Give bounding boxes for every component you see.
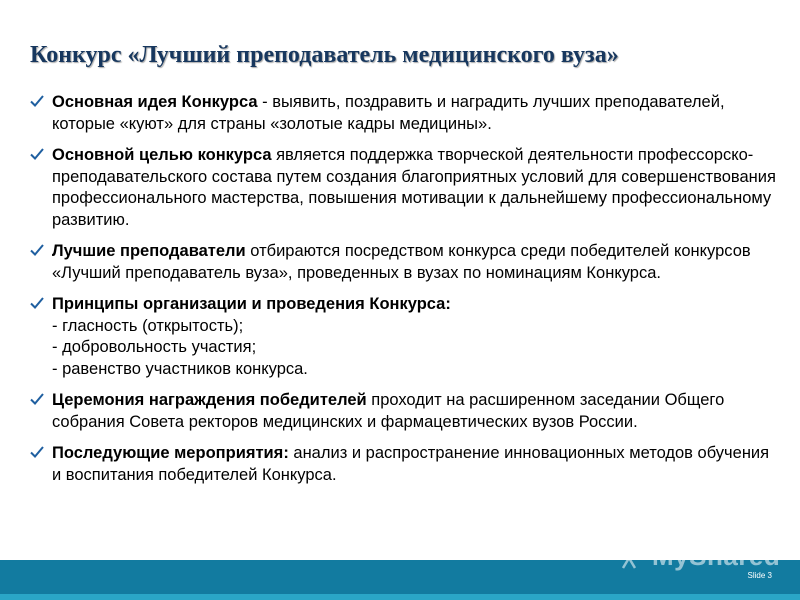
footer-stripe (0, 594, 800, 600)
bullet-item (30, 390, 780, 433)
check-icon (30, 243, 44, 257)
bullet-text (52, 294, 780, 380)
check-icon (30, 147, 44, 161)
bullet-body: - выявить, поздравить и наградить лучших преподавателей, которые «куют» для страны «золотые кадры медицины». (52, 93, 725, 133)
slide-title: Конкурс «Лучший преподаватель медицинского вуза» (30, 42, 619, 68)
principle-line: - добровольность участия; (52, 338, 257, 356)
bullet-text (52, 443, 780, 486)
bullet-body: анализ и распространение инновационных методов обучения и воспитания победителей Конкурса. (52, 444, 770, 484)
bullet-item (30, 92, 780, 135)
check-icon (30, 94, 44, 108)
presentation-icon (612, 536, 646, 577)
bullet-lead: Лучшие преподаватели (52, 242, 246, 260)
bullet-lead: Основной целью конкурса (52, 146, 272, 164)
bullet-item (30, 145, 780, 231)
bullet-text (52, 241, 780, 284)
bullet-lead: Последующие мероприятия: (52, 444, 289, 462)
bullet-text (52, 390, 780, 433)
watermark-text: MyShared (652, 541, 781, 571)
principle-line: - гласность (открытость); (52, 316, 244, 335)
check-icon (30, 392, 44, 406)
bullet-item (30, 294, 780, 380)
check-icon (30, 296, 44, 310)
slide-number: Slide 3 (747, 571, 772, 580)
bullet-lead: Принципы организации и проведения Конкурса: (52, 295, 451, 313)
bullet-text (52, 92, 780, 135)
bullet-text (52, 145, 780, 231)
check-icon (30, 445, 44, 459)
bullet-item (30, 443, 780, 486)
bullet-lead: Церемония награждения победителей (52, 391, 367, 409)
bullet-body: отбираются посредством конкурса среди победителей конкурсов «Лучший преподаватель вуза», проведенных в вузах по номинациям Конкурса. (52, 242, 751, 282)
bullet-lead: Основная идея Конкурса (52, 93, 258, 111)
bullet-item (30, 241, 780, 284)
bullet-body: проходит на расширенном заседании Общего собрания Совета ректоров медицинских и фармацевтических вузов России. (52, 391, 725, 431)
principle-line: - равенство участников конкурса. (52, 359, 308, 378)
bullet-list (30, 92, 780, 496)
bullet-body: является поддержка творческой деятельности профессорско-преподавательского состава путем создания благоприятных условий для совершенствования профессионального мастерства, повышения мотивации к дальнейшему профессиональному развитию. (52, 146, 776, 229)
